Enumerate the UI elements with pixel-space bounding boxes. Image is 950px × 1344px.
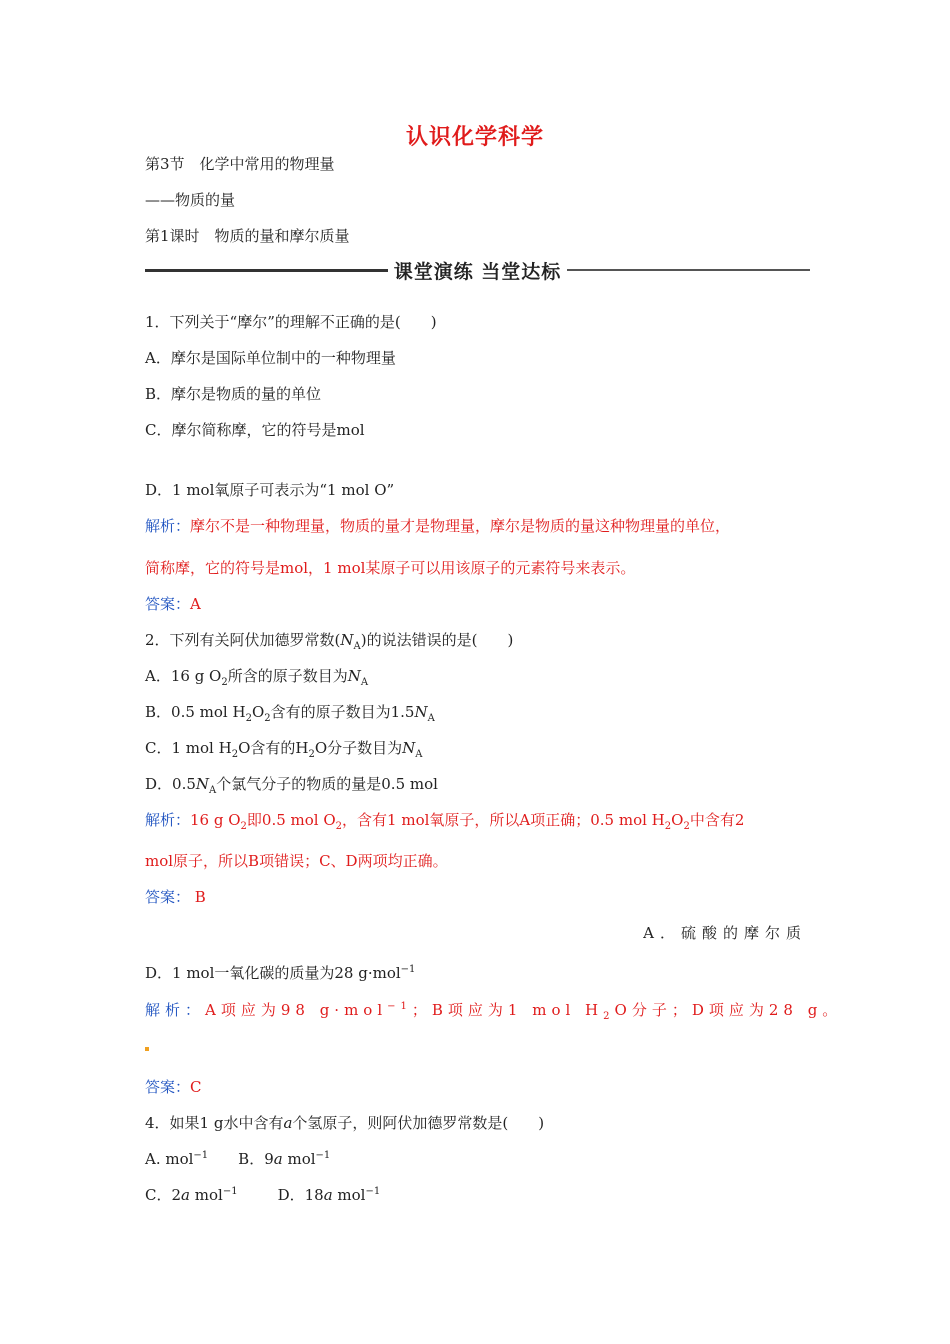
q4-b-unit: mol: [282, 1150, 316, 1168]
q2-c-sub1: 2: [231, 749, 239, 760]
q1-analysis-label: 解析：: [145, 517, 191, 535]
q2-stem-na-sub: A: [353, 641, 361, 652]
q2-analysis-line2: mol原子，所以B项错误；C、D两项均正确。: [145, 852, 448, 870]
q2-c-na: N: [402, 739, 416, 757]
q2-analysis-1c: ，含有1 mol氧原子，所以A项正确；0.5 mol H: [342, 811, 665, 829]
q1-option-a: A．摩尔是国际单位制中的一种物理量: [145, 349, 396, 367]
q4-options-cd: [145, 1184, 380, 1205]
q1-option-d: D．1 mol氧原子可表示为“1 mol O”: [145, 481, 395, 499]
q1-analysis-line2: 简称摩，它的符号是mol，1 mol某原子可以用该原子的元素符号来表示。: [145, 559, 636, 577]
q2-d-post: 个氯气分子的物质的量是0.5 mol: [216, 775, 438, 793]
lesson-heading: 第1课时 物质的量和摩尔质量: [145, 227, 350, 245]
q2-analysis-1e: 中含有2: [689, 811, 745, 829]
q2-stem-part1: 2．下列有关阿伏加德罗常数(: [145, 631, 341, 649]
q2-b-pre: B．0.5 mol H: [145, 703, 246, 721]
q2-answer: [145, 886, 206, 907]
q2-b-post: 含有的原子数目为1.5: [270, 703, 415, 721]
q3-analysis-sub: 2: [603, 1011, 615, 1022]
q2-option-d: [145, 773, 438, 796]
q4-option-a: A. mol: [145, 1150, 194, 1168]
q2-c-mid: O含有的H: [238, 739, 309, 757]
q1-answer-label: 答案：: [145, 595, 191, 613]
banner-text: 课堂演练 当堂达标: [393, 260, 562, 283]
q1-analysis-line1: [145, 515, 730, 536]
q3-d-text: D．1 mol一氧化碳的质量为28 g·mol: [145, 964, 401, 982]
section-subtitle: ——物质的量: [145, 191, 236, 209]
q4-d-sup: −1: [365, 1186, 381, 1197]
section-heading: 第3节 化学中常用的物理量: [145, 155, 335, 173]
q2-d-pre: D．0.5: [145, 775, 196, 793]
q4-c-var: a: [181, 1186, 190, 1204]
q1-answer: [145, 593, 201, 614]
q1-option-b: B．摩尔是物质的量的单位: [145, 385, 322, 403]
q4-d-unit: mol: [332, 1186, 366, 1204]
q2-analysis-1b: 即0.5 mol O: [246, 811, 336, 829]
q2-d-na-sub: A: [209, 785, 217, 796]
q4-b-sup: −1: [315, 1150, 331, 1161]
q4-options-ab: [145, 1148, 330, 1169]
q4-stem-part2: 个氢原子，则阿伏加德罗常数是( ): [292, 1114, 545, 1132]
q2-option-a: [145, 665, 368, 688]
q2-c-sub2: 2: [308, 749, 315, 760]
stray-mark: [145, 1047, 149, 1051]
q1-stem: 1．下列关于“摩尔”的理解不正确的是( ): [145, 313, 437, 331]
q3-analysis-b: ；B项应为1 mol H: [411, 1001, 604, 1019]
q2-analysis-sub-d: 2: [683, 821, 690, 832]
q2-stem: [145, 629, 513, 652]
q3-analysis-label: 解析：: [145, 1001, 206, 1019]
q2-b-na: N: [414, 703, 428, 721]
q2-answer-label: 答案：: [145, 888, 191, 906]
q4-option-d-pre: D．18: [277, 1186, 324, 1204]
q2-analysis-sub-a: 2: [240, 821, 247, 832]
q3-analysis: [145, 999, 842, 1022]
q2-analysis-label: 解析：: [145, 811, 191, 829]
q3-d-sup: −1: [400, 964, 416, 975]
banner-rule-right: [567, 269, 810, 271]
q2-analysis-sub-b: 2: [335, 821, 343, 832]
q1-analysis-text1: 摩尔不是一种物理量，物质的量才是物理量，摩尔是物质的量这种物理量的单位，: [190, 517, 731, 535]
q2-a-sub: 2: [221, 677, 228, 688]
q3-answer-value: C: [190, 1078, 202, 1096]
q4-d-var: a: [323, 1186, 333, 1204]
q2-stem-part2: )的说法错误的是( ): [360, 631, 514, 649]
q2-c-pre: C．1 mol H: [145, 739, 232, 757]
q4-c-unit: mol: [189, 1186, 223, 1204]
q4-a-sup: −1: [193, 1150, 209, 1161]
q2-analysis-1a: 16 g O: [190, 811, 241, 829]
q2-a-na: N: [347, 667, 361, 685]
q4-b-var: a: [273, 1150, 283, 1168]
q2-a-na-sub: A: [360, 677, 369, 688]
q2-option-c: [145, 737, 423, 760]
q4-stem-part1: 4．如果1 g水中含有: [145, 1114, 284, 1132]
q2-b-sub1: 2: [245, 713, 252, 724]
q2-c-post: O分子数目为: [314, 739, 403, 757]
section-banner: [145, 257, 810, 283]
q3-analysis-a: A项应为98 g·mol: [205, 1001, 388, 1019]
q1-answer-value: A: [190, 595, 201, 613]
q3-analysis-c: O分子；D项应为28 g。: [614, 1001, 843, 1019]
q2-a-post: 所含的原子数目为: [227, 667, 348, 685]
q2-analysis-sub-c: 2: [664, 821, 672, 832]
q4-c-sup: −1: [222, 1186, 238, 1197]
q2-analysis-line1: [145, 809, 744, 832]
q2-d-na: N: [195, 775, 210, 793]
q4-option-c-pre: C．2: [145, 1186, 182, 1204]
q2-option-b: [145, 701, 435, 724]
banner-rule-left: [145, 269, 388, 272]
q4-stem: [145, 1112, 544, 1133]
q4-stem-var: a: [283, 1114, 293, 1132]
q2-c-na-sub: A: [415, 749, 423, 760]
q2-b-mid: O: [251, 703, 265, 721]
q2-analysis-1d: O: [671, 811, 684, 829]
q2-b-sub2: 2: [264, 713, 271, 724]
q3-option-d: [145, 962, 415, 983]
q3-option-a-fragment: A．硫酸的摩尔质: [643, 924, 807, 942]
q3-analysis-sup: −1: [387, 1001, 412, 1012]
q2-answer-value: B: [190, 888, 206, 906]
q2-b-na-sub: A: [427, 713, 435, 724]
q2-a-pre: A．16 g O: [145, 667, 222, 685]
q1-option-c: C．摩尔简称摩，它的符号是mol: [145, 421, 365, 439]
page-title: 认识化学科学: [405, 125, 544, 150]
q3-answer-label: 答案：: [145, 1078, 191, 1096]
q4-option-b-pre: B．9: [238, 1150, 274, 1168]
q2-stem-na: N: [340, 631, 354, 649]
q3-answer: [145, 1076, 202, 1097]
